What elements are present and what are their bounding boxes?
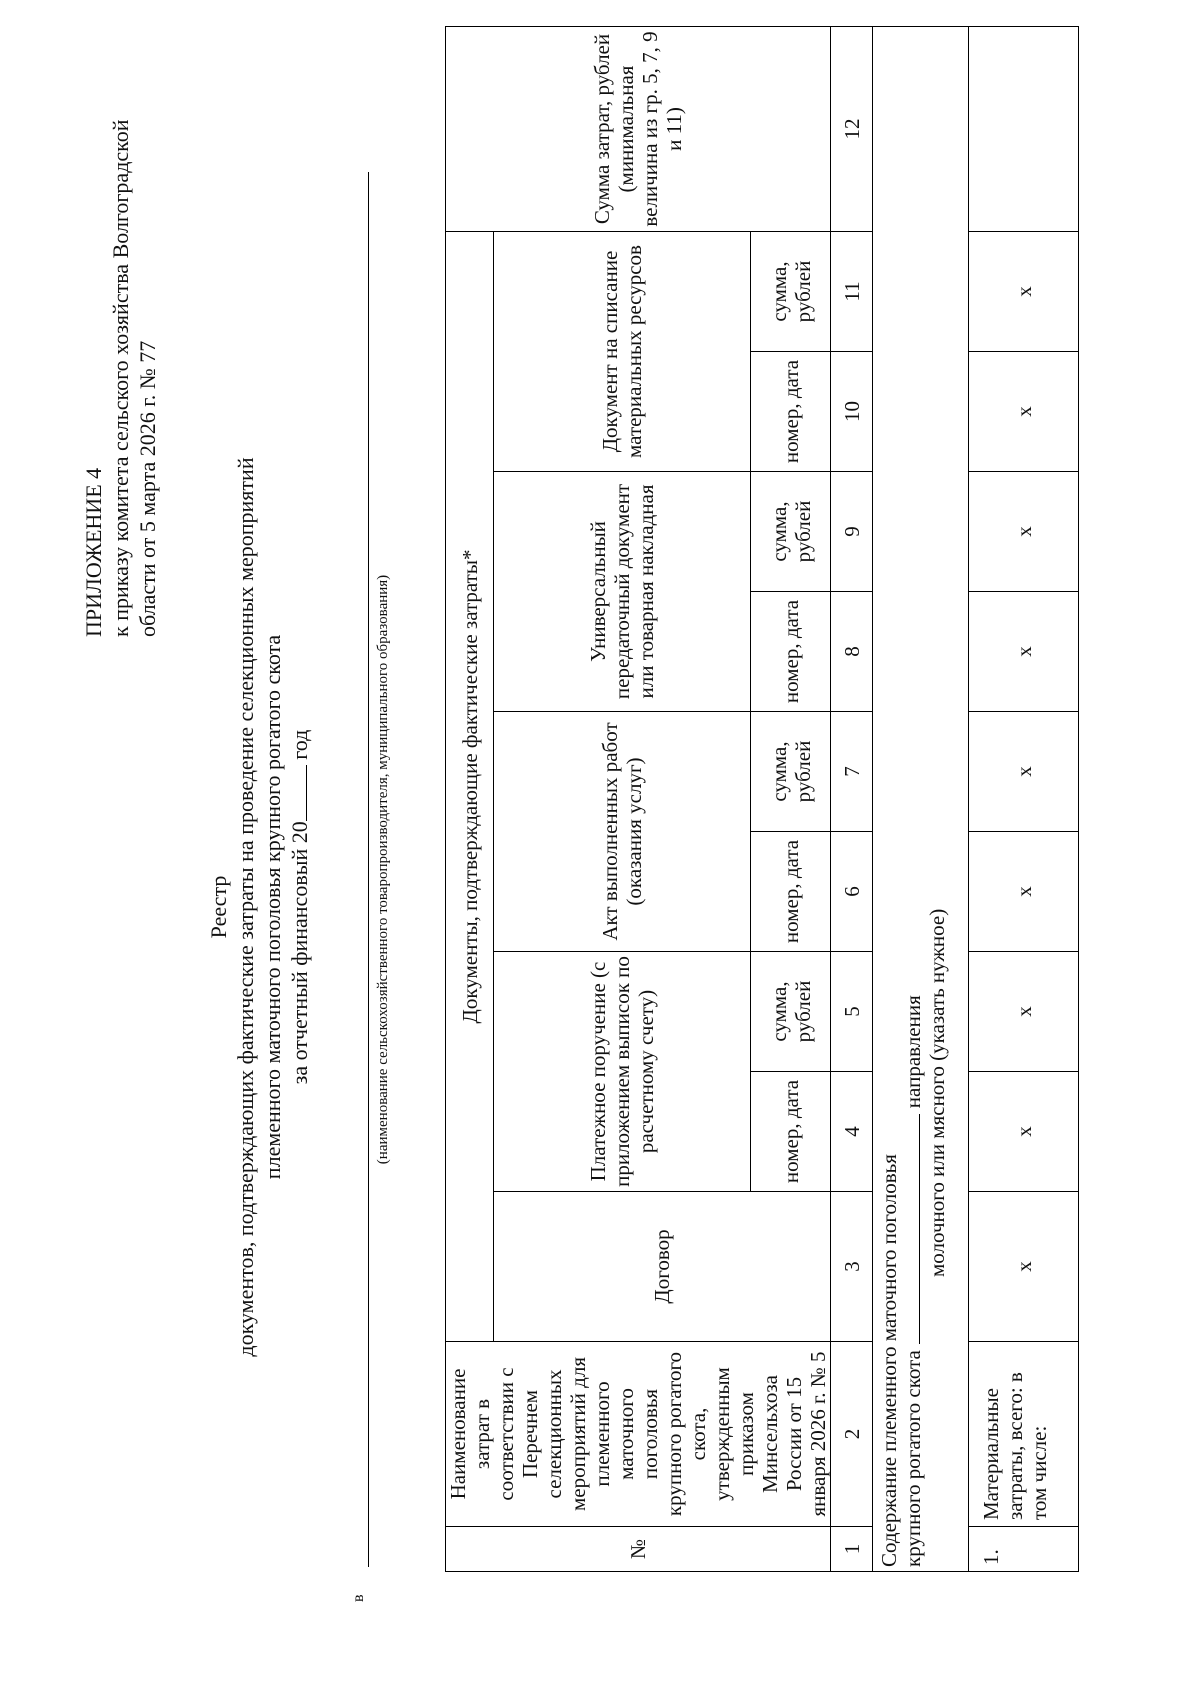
header-col-no: №: [446, 1527, 831, 1572]
section-line-1: Содержание племенного маточного поголовья: [877, 1154, 901, 1567]
row-cell: x: [969, 832, 1079, 952]
section-direction-blank: [901, 1114, 920, 1344]
title-registry: Реестр: [206, 875, 231, 939]
section-cell: [873, 27, 969, 1572]
header-col-payment: Платежное поручение (с приложением выписок по расчетному счету): [494, 952, 751, 1192]
header-col-name: Наименование затрат в соответствии с Перечнем селекционных мероприятий для племенного маточного поголовья крупного рогатого скота, утвержденным приказом Минсельхоза России от 15 января 2026 г. № 5: [446, 1342, 831, 1527]
header-col-upd: Универсальный передаточный документ или товарная накладная: [494, 472, 751, 712]
col-number: 2: [831, 1342, 873, 1527]
appendix-header: [80, 37, 161, 637]
col-number: 5: [831, 952, 873, 1072]
row-name: Материальные затраты, всего: в том числе:: [969, 1342, 1079, 1527]
sub-payment-number: номер, дата: [751, 1072, 831, 1192]
col-number: 3: [831, 1192, 873, 1342]
title-line-2: документов, подтверждающих фактические затраты на проведение селекционных мероприятий: [233, 457, 258, 1357]
sub-act-sum: сумма, рублей: [751, 712, 831, 832]
col-number: 10: [831, 352, 873, 472]
producer-name-line: [368, 172, 369, 1567]
row-sum: [969, 27, 1079, 232]
header-col-act: Акт выполненных работ (оказания услуг): [494, 712, 751, 952]
col-number: 1: [831, 1527, 873, 1572]
col-number: 4: [831, 1072, 873, 1192]
column-numbers-row: [831, 27, 873, 1572]
year-blank: [288, 765, 307, 821]
sub-upd-number: номер, дата: [751, 592, 831, 712]
row-cell: x: [969, 712, 1079, 832]
section-line-2-pre: крупного рогатого скота: [901, 1350, 925, 1567]
col-number: 11: [831, 232, 873, 352]
col-number: 7: [831, 712, 873, 832]
col-number: 12: [831, 27, 873, 232]
row-cell: x: [969, 1072, 1079, 1192]
section-row: [873, 27, 969, 1572]
row-cell: x: [969, 592, 1079, 712]
title-year-prefix: за отчетный финансовый 20: [287, 821, 312, 1085]
col-number: 6: [831, 832, 873, 952]
sub-upd-sum: сумма, рублей: [751, 472, 831, 592]
registry-table: [445, 26, 1079, 1572]
title-line-3: племенного маточного поголовья крупного рогатого скота: [260, 634, 285, 1180]
table-row: [969, 27, 1079, 1572]
title-line-4: [286, 257, 313, 1557]
section-line-2-post: направления: [901, 995, 925, 1109]
row-cell: x: [969, 1192, 1079, 1342]
col-number: 8: [831, 592, 873, 712]
header-docs-group: Документы, подтверждающие фактические затраты*: [446, 232, 494, 1342]
sub-act-number: номер, дата: [751, 832, 831, 952]
col-number: 9: [831, 472, 873, 592]
producer-caption: (наименование сельскохозяйственного товаропроизводителя, муниципального образования): [375, 574, 391, 1165]
appendix-order-line: к приказу комитета сельского хозяйства Волгоградской: [108, 119, 133, 637]
title-year-suffix: год: [287, 729, 312, 760]
row-cell: x: [969, 472, 1079, 592]
document-title: [205, 257, 313, 1557]
sub-writeoff-number: номер, дата: [751, 352, 831, 472]
header-col-writeoff: Документ на списание материальных ресурсов: [494, 232, 751, 472]
row-cell: x: [969, 952, 1079, 1072]
appendix-number: ПРИЛОЖЕНИЕ 4: [81, 467, 106, 637]
producer-prefix: в: [350, 1594, 367, 1602]
row-cell: x: [969, 232, 1079, 352]
appendix-date-line: области от 5 марта 2026 г. № 77: [135, 340, 160, 637]
sub-writeoff-sum: сумма, рублей: [751, 232, 831, 352]
sub-payment-sum: сумма, рублей: [751, 952, 831, 1072]
header-col-contract: Договор: [494, 1192, 831, 1342]
section-caption: молочного или мясного (указать нужное): [925, 908, 949, 1277]
row-number: 1.: [969, 1527, 1079, 1572]
row-cell: x: [969, 352, 1079, 472]
header-col-sum: Сумма затрат, рублей (минимальная величина из гр. 5, 7, 9 и 11): [446, 27, 831, 232]
